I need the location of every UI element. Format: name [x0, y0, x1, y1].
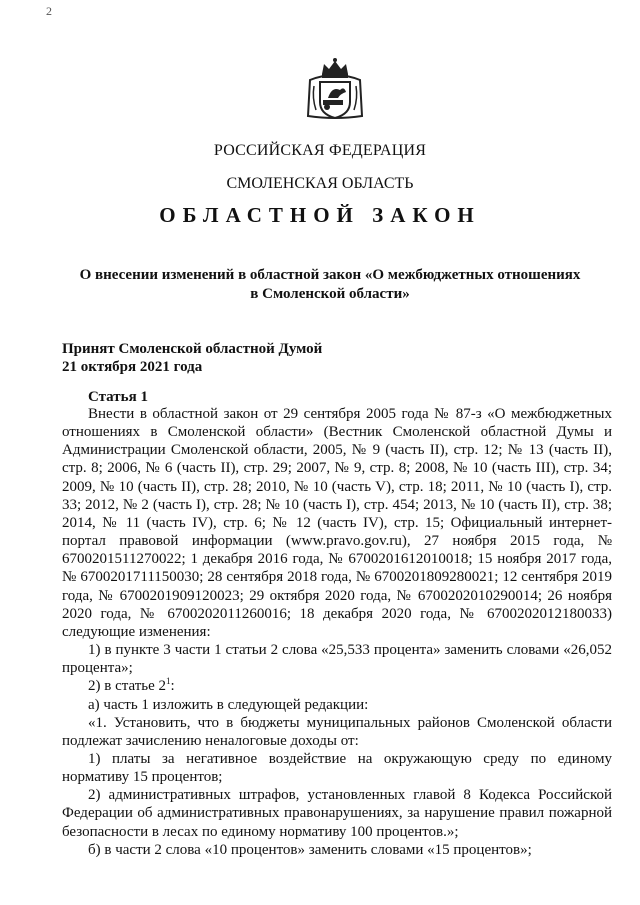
document-title: ОБЛАСТНОЙ ЗАКОН: [159, 203, 481, 227]
amendment-item-text: 2) в статье 2: [88, 678, 167, 695]
quoted-item: 2) административных штрафов, установленных главой 8 Кодекса Российской Федерации об административных правонарушениях, за нарушение правил пожарной безопасности в лесах по единому нормативу 100 процентов.»;: [62, 787, 612, 840]
law-subject: [60, 266, 600, 304]
coat-of-arms-icon: [306, 56, 364, 122]
adoption-date: 21 октября 2021 года: [62, 359, 203, 375]
superscript: 1: [166, 676, 171, 687]
sub-item: б) в части 2 слова «10 процентов» заменить словами «15 процентов»;: [88, 841, 532, 858]
sub-item: а) часть 1 изложить в следующей редакции:: [88, 696, 369, 713]
article-title: Статья 1: [88, 389, 148, 405]
page-number: 2: [46, 4, 52, 18]
region-heading: СМОЛЕНСКАЯ ОБЛАСТЬ: [226, 175, 414, 192]
amendment-item: [62, 677, 612, 695]
amendment-item-text: :: [170, 678, 175, 695]
quoted-item: 1) платы за негативное воздействие на окружающую среду по единому нормативу 15 процентов;: [62, 750, 612, 786]
law-subject-line: в Смоленской области»: [250, 286, 410, 302]
quoted-text: «1. Установить, что в бюджеты муниципальных районов Смоленской области подлежат зачислению неналоговые доходы от:: [62, 714, 612, 749]
country-heading: РОССИЙСКАЯ ФЕДЕРАЦИЯ: [213, 142, 427, 159]
adoption-authority: Принят Смоленской областной Думой: [62, 341, 323, 357]
article-intro: Внести в областной закон от 29 сентября 2005 года № 87-з «О межбюджетных отношениях в Смоленской области» (Вестник Смоленской областной Думы и Администрации Смоленской области, 2005, № 9 (часть II), стр. 12; № 13 (часть II), стр. 8; 2006, № 6 (часть II), стр. 29; 2007, № 9, стр. 8; 2008, № 10 (часть III), стр. 34; 2009, № 10 (часть II), стр. 28; 2010, № 10 (часть V), стр. 18; 2011, № 10 (часть I), стр. 33; 2012, № 2 (часть I), стр. 28; № 10 (часть I), стр. 454; 2013, № 10 (часть II), стр. 38; 2014, № 11 (часть IV), стр. 6; № 12 (часть IV), стр. 15; Официальный интернет-портал правовой информации (www.pravo.gov.ru), 27 ноября 2015 года, № 6700201511270022; 1 декабря 2016 года, № 6700201612010018; 15 ноября 2017 года, № 6700201711150030; 28 сентября 2018 года, № 6700201809280021; 12 сентября 2019 года, № 6700201909120023; 29 октября 2020 года, № 6700202010290014; 26 ноября 2020 года, № 6700202011260016; 18 декабря 2020 года, № 6700202012180033) следующие изменения:: [62, 406, 612, 640]
law-subject-line: О внесении изменений в областной закон «О межбюджетных отношениях: [79, 267, 581, 283]
article-body: [62, 405, 612, 859]
amendment-item: 1) в пункте 3 части 1 статьи 2 слова «25,533 процента» заменить словами «26,052 процента»;: [62, 642, 612, 677]
